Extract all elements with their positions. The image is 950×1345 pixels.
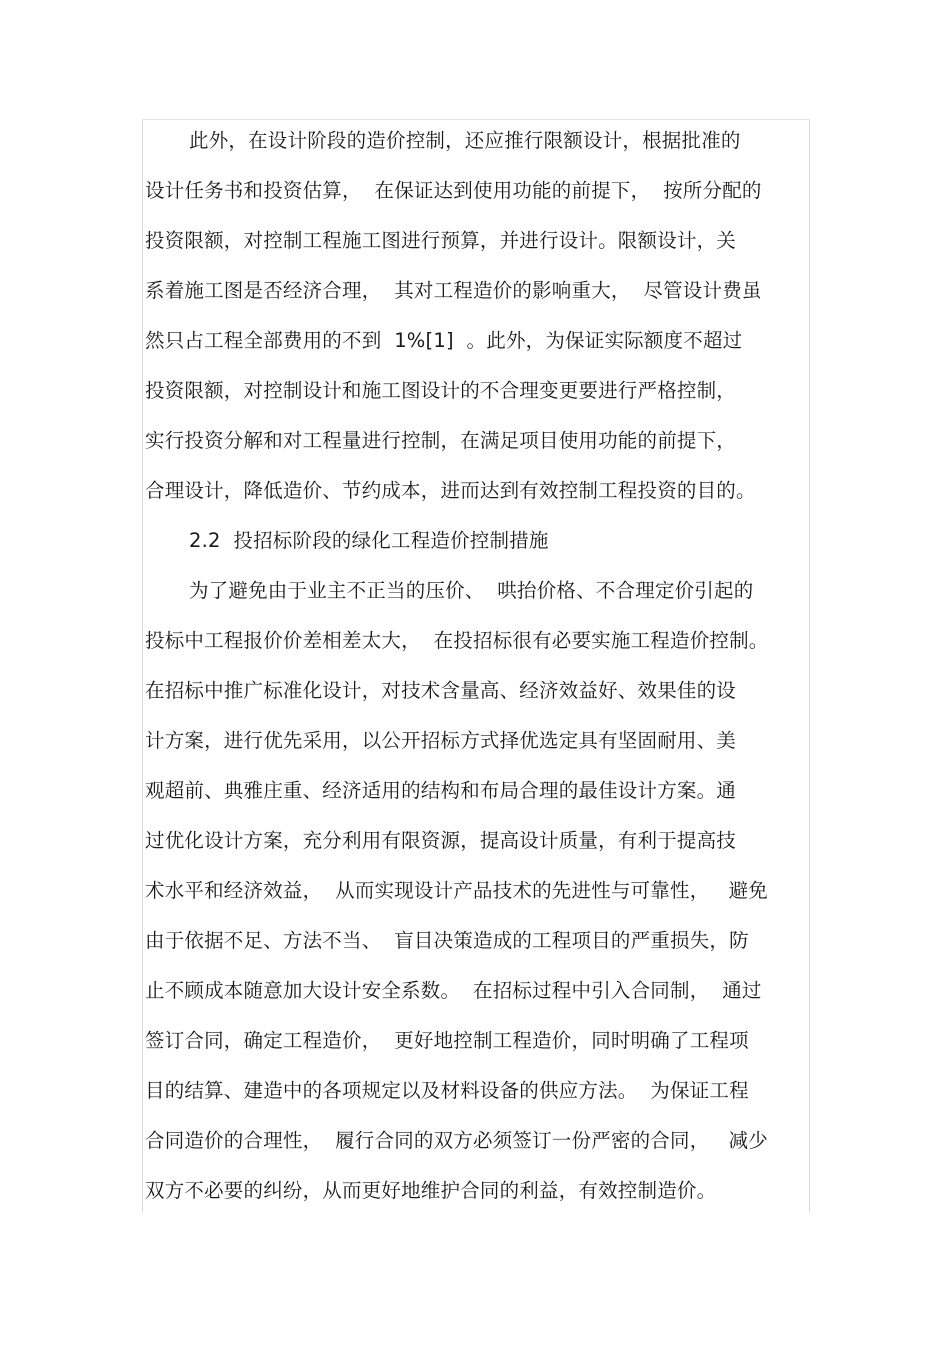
paragraph-1-line-6: 投资限额，对控制设计和施工图设计的不合理变更要进行严格控制，: [145, 379, 737, 402]
paragraph-2-line-8: 由于依据不足、方法不当、 盲目决策造成的工程项目的严重损失，防: [145, 929, 749, 952]
paragraph-1-line-5: 然只占工程全部费用的不到 1%[1] 。此外，为保证实际额度不超过: [145, 329, 743, 352]
paragraph-2-line-10: 签订合同，确定工程造价， 更好地控制工程造价，同时明确了工程项: [145, 1029, 749, 1052]
paragraph-2-line-6: 过优化设计方案，充分利用有限资源，提高设计质量，有利于提高技: [145, 829, 737, 852]
paragraph-1-line-3: 投资限额，对控制工程施工图进行预算，并进行设计。限额设计，关: [145, 229, 737, 252]
paragraph-1-line-1: 此外，在设计阶段的造价控制，还应推行限额设计，根据批准的: [189, 129, 741, 152]
paragraph-2-line-1: 为了避免由于业主不正当的压价、 哄抬价格、不合理定价引起的: [189, 579, 754, 602]
paragraph-1-line-2: 设计任务书和投资估算， 在保证达到使用功能的前提下， 按所分配的: [145, 179, 762, 202]
paragraph-2-line-11: 目的结算、建造中的各项规定以及材料设备的供应方法。 为保证工程: [145, 1079, 749, 1102]
paragraph-1-line-7: 实行投资分解和对工程量进行控制，在满足项目使用功能的前提下，: [145, 429, 737, 452]
paragraph-2-line-2: 投标中工程报价价差相差太大， 在投招标很有必要实施工程造价控制。: [145, 629, 769, 652]
paragraph-1-line-4: 系着施工图是否经济合理， 其对工程造价的影响重大， 尽管设计费虽: [145, 279, 762, 302]
paragraph-2-line-7: 术水平和经济效益， 从而实现设计产品技术的先进性与可靠性， 避免: [145, 879, 768, 902]
paragraph-2-line-3: 在招标中推广标准化设计，对技术含量高、经济效益好、效果佳的设: [145, 679, 737, 702]
paragraph-2-line-13: 双方不必要的纠纷，从而更好地维护合同的利益，有效控制造价。: [145, 1179, 717, 1202]
paragraph-2-line-9: 止不顾成本随意加大设计安全系数。 在招标过程中引入合同制， 通过: [145, 979, 762, 1002]
paragraph-2-line-5: 观超前、典雅庄重、经济适用的结构和布局合理的最佳设计方案。通: [145, 779, 737, 802]
paragraph-2-line-4: 计方案，进行优先采用，以公开招标方式择优选定具有坚固耐用、美: [145, 729, 737, 752]
paragraph-1-line-8: 合理设计，降低造价、节约成本，进而达到有效控制工程投资的目的。: [145, 479, 756, 502]
section-heading: 2.2 投招标阶段的绿化工程造价控制措施: [189, 529, 549, 552]
paragraph-2-line-12: 合同造价的合理性， 履行合同的双方必须签订一份严密的合同， 减少: [145, 1129, 768, 1152]
